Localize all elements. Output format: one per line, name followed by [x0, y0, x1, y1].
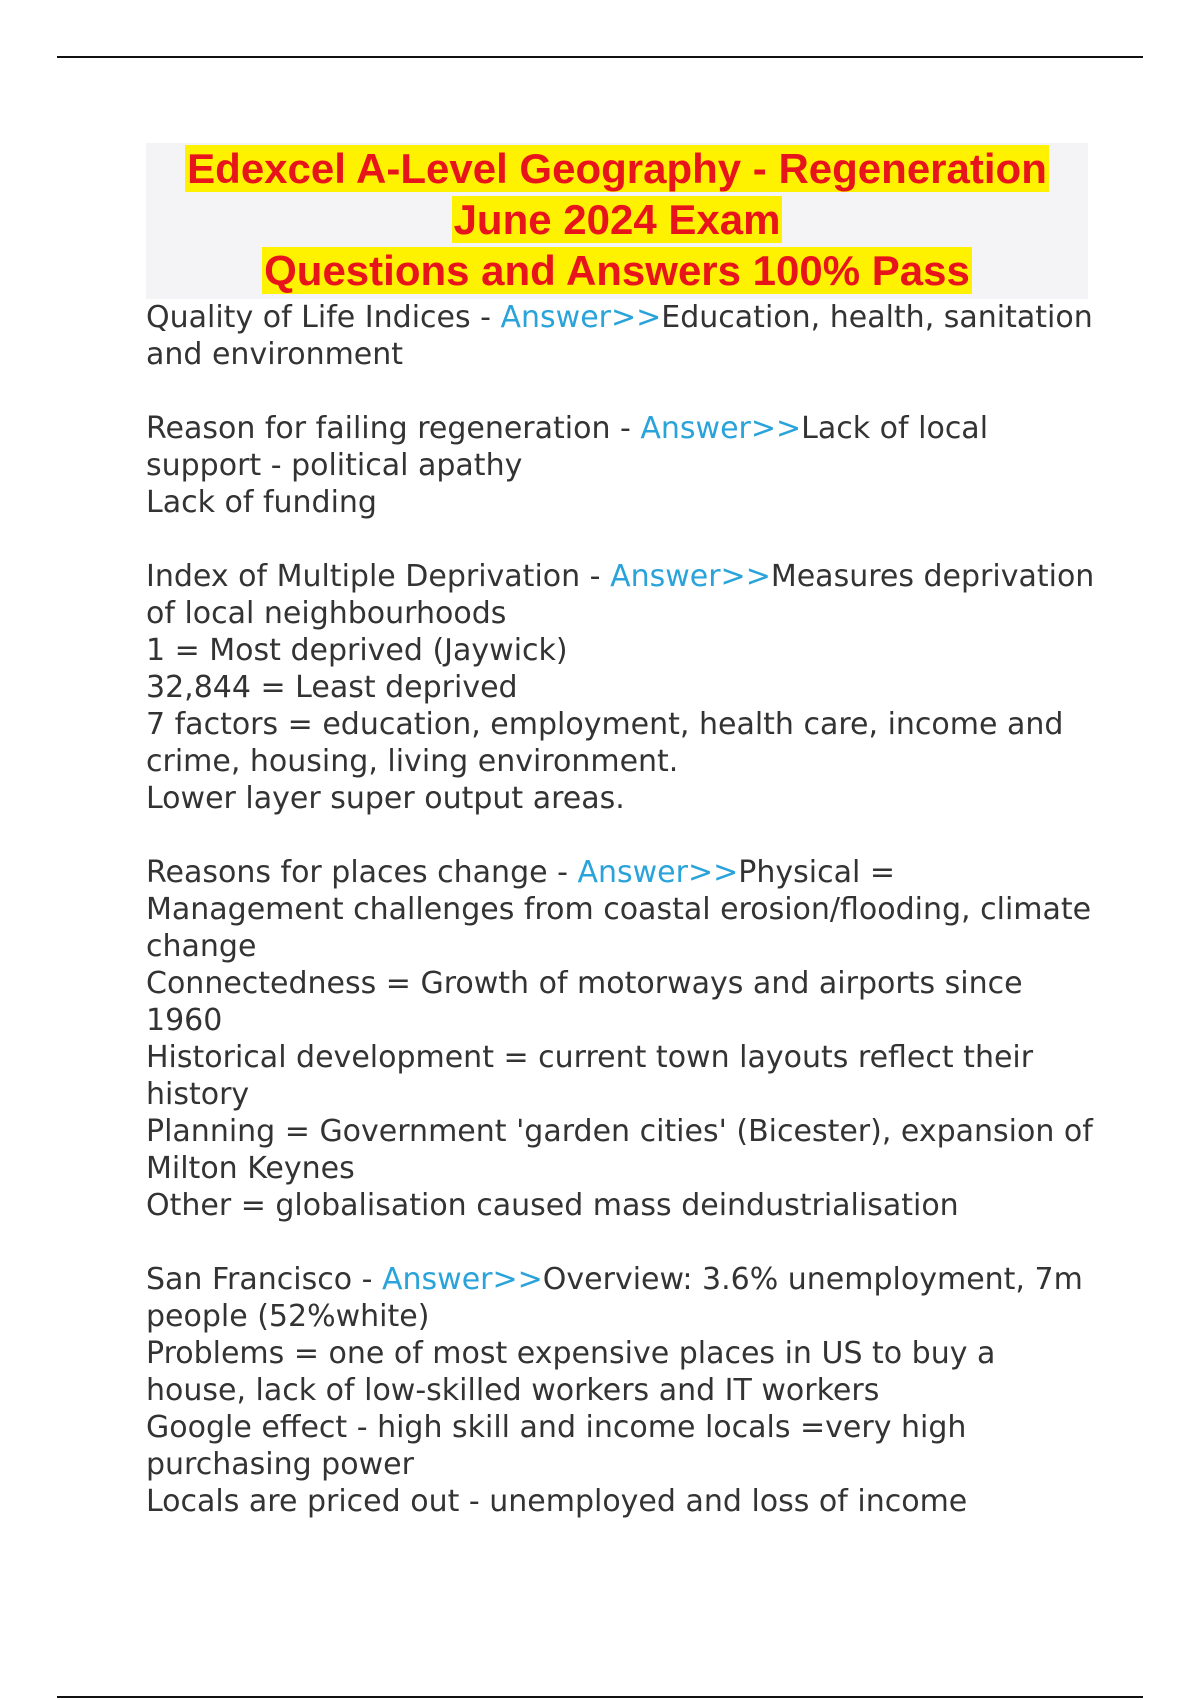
answer-text: Overview: 3.6% unemployment, 7m people (52%white) — [146, 1262, 1083, 1334]
answer-line: Planning = Government 'garden cities' (Bicester), expansion of Milton Keynes — [146, 1114, 1093, 1186]
answer-marker: Answer>> — [577, 855, 739, 890]
answer-line: Connectedness = Growth of motorways and airports since 1960 — [146, 966, 1023, 1038]
answer-line: 32,844 = Least deprived — [146, 670, 518, 705]
answer-line: Google effect - high skill and income locals =very high purchasing power — [146, 1410, 967, 1482]
answer-line: 1 = Most deprived (Jaywick) — [146, 633, 568, 668]
answer-text: Physical = Management challenges from coastal erosion/flooding, climate change — [146, 855, 1092, 964]
answer-line: Other = globalisation caused mass deindustrialisation — [146, 1188, 959, 1223]
qa-entry-imd — [146, 558, 1096, 817]
answer-text: Measures deprivation of local neighbourhoods — [146, 559, 1095, 631]
qa-entry-quality-of-life — [146, 299, 1096, 373]
answer-marker: Answer>> — [640, 411, 802, 446]
answer-line: Locals are priced out - unemployed and loss of income — [146, 1484, 968, 1519]
qa-list — [146, 299, 1096, 1557]
question: Reason for failing regeneration - — [146, 411, 641, 446]
answer-line: Lack of funding — [146, 485, 377, 520]
title-line-3: Questions and Answers 100% Pass — [264, 247, 970, 294]
title-line-1: Edexcel A-Level Geography - Regeneration — [187, 145, 1047, 192]
answer-marker: Answer>> — [382, 1262, 543, 1297]
question: Quality of Life Indices - — [146, 300, 501, 335]
answer-line: Historical development = current town layouts reflect their history — [146, 1040, 1034, 1112]
answer-line: 7 factors = education, employment, health care, income and crime, housing, living environment. — [146, 707, 1064, 779]
question: San Francisco - — [146, 1262, 382, 1297]
answer-line: Problems = one of most expensive places in US to buy a house, lack of low-skilled workers and IT workers — [146, 1336, 996, 1408]
bottom-divider — [57, 1696, 1143, 1698]
answer-text: Education, health, sanitation and environment — [146, 300, 1093, 372]
answer-marker: Answer>> — [610, 559, 771, 594]
question: Reasons for places change - — [146, 855, 578, 890]
qa-entry-san-francisco — [146, 1261, 1096, 1520]
answer-line: Lower layer super output areas. — [146, 781, 625, 816]
question: Index of Multiple Deprivation - — [146, 559, 611, 594]
qa-entry-failing-regeneration — [146, 410, 1096, 521]
top-divider — [57, 56, 1143, 58]
document-title — [146, 143, 1088, 299]
answer-marker: Answer>> — [500, 300, 662, 335]
qa-entry-places-change — [146, 854, 1096, 1224]
title-line-2: June 2024 Exam — [453, 196, 781, 243]
answer-text: Lack of local support - political apathy — [146, 411, 989, 483]
